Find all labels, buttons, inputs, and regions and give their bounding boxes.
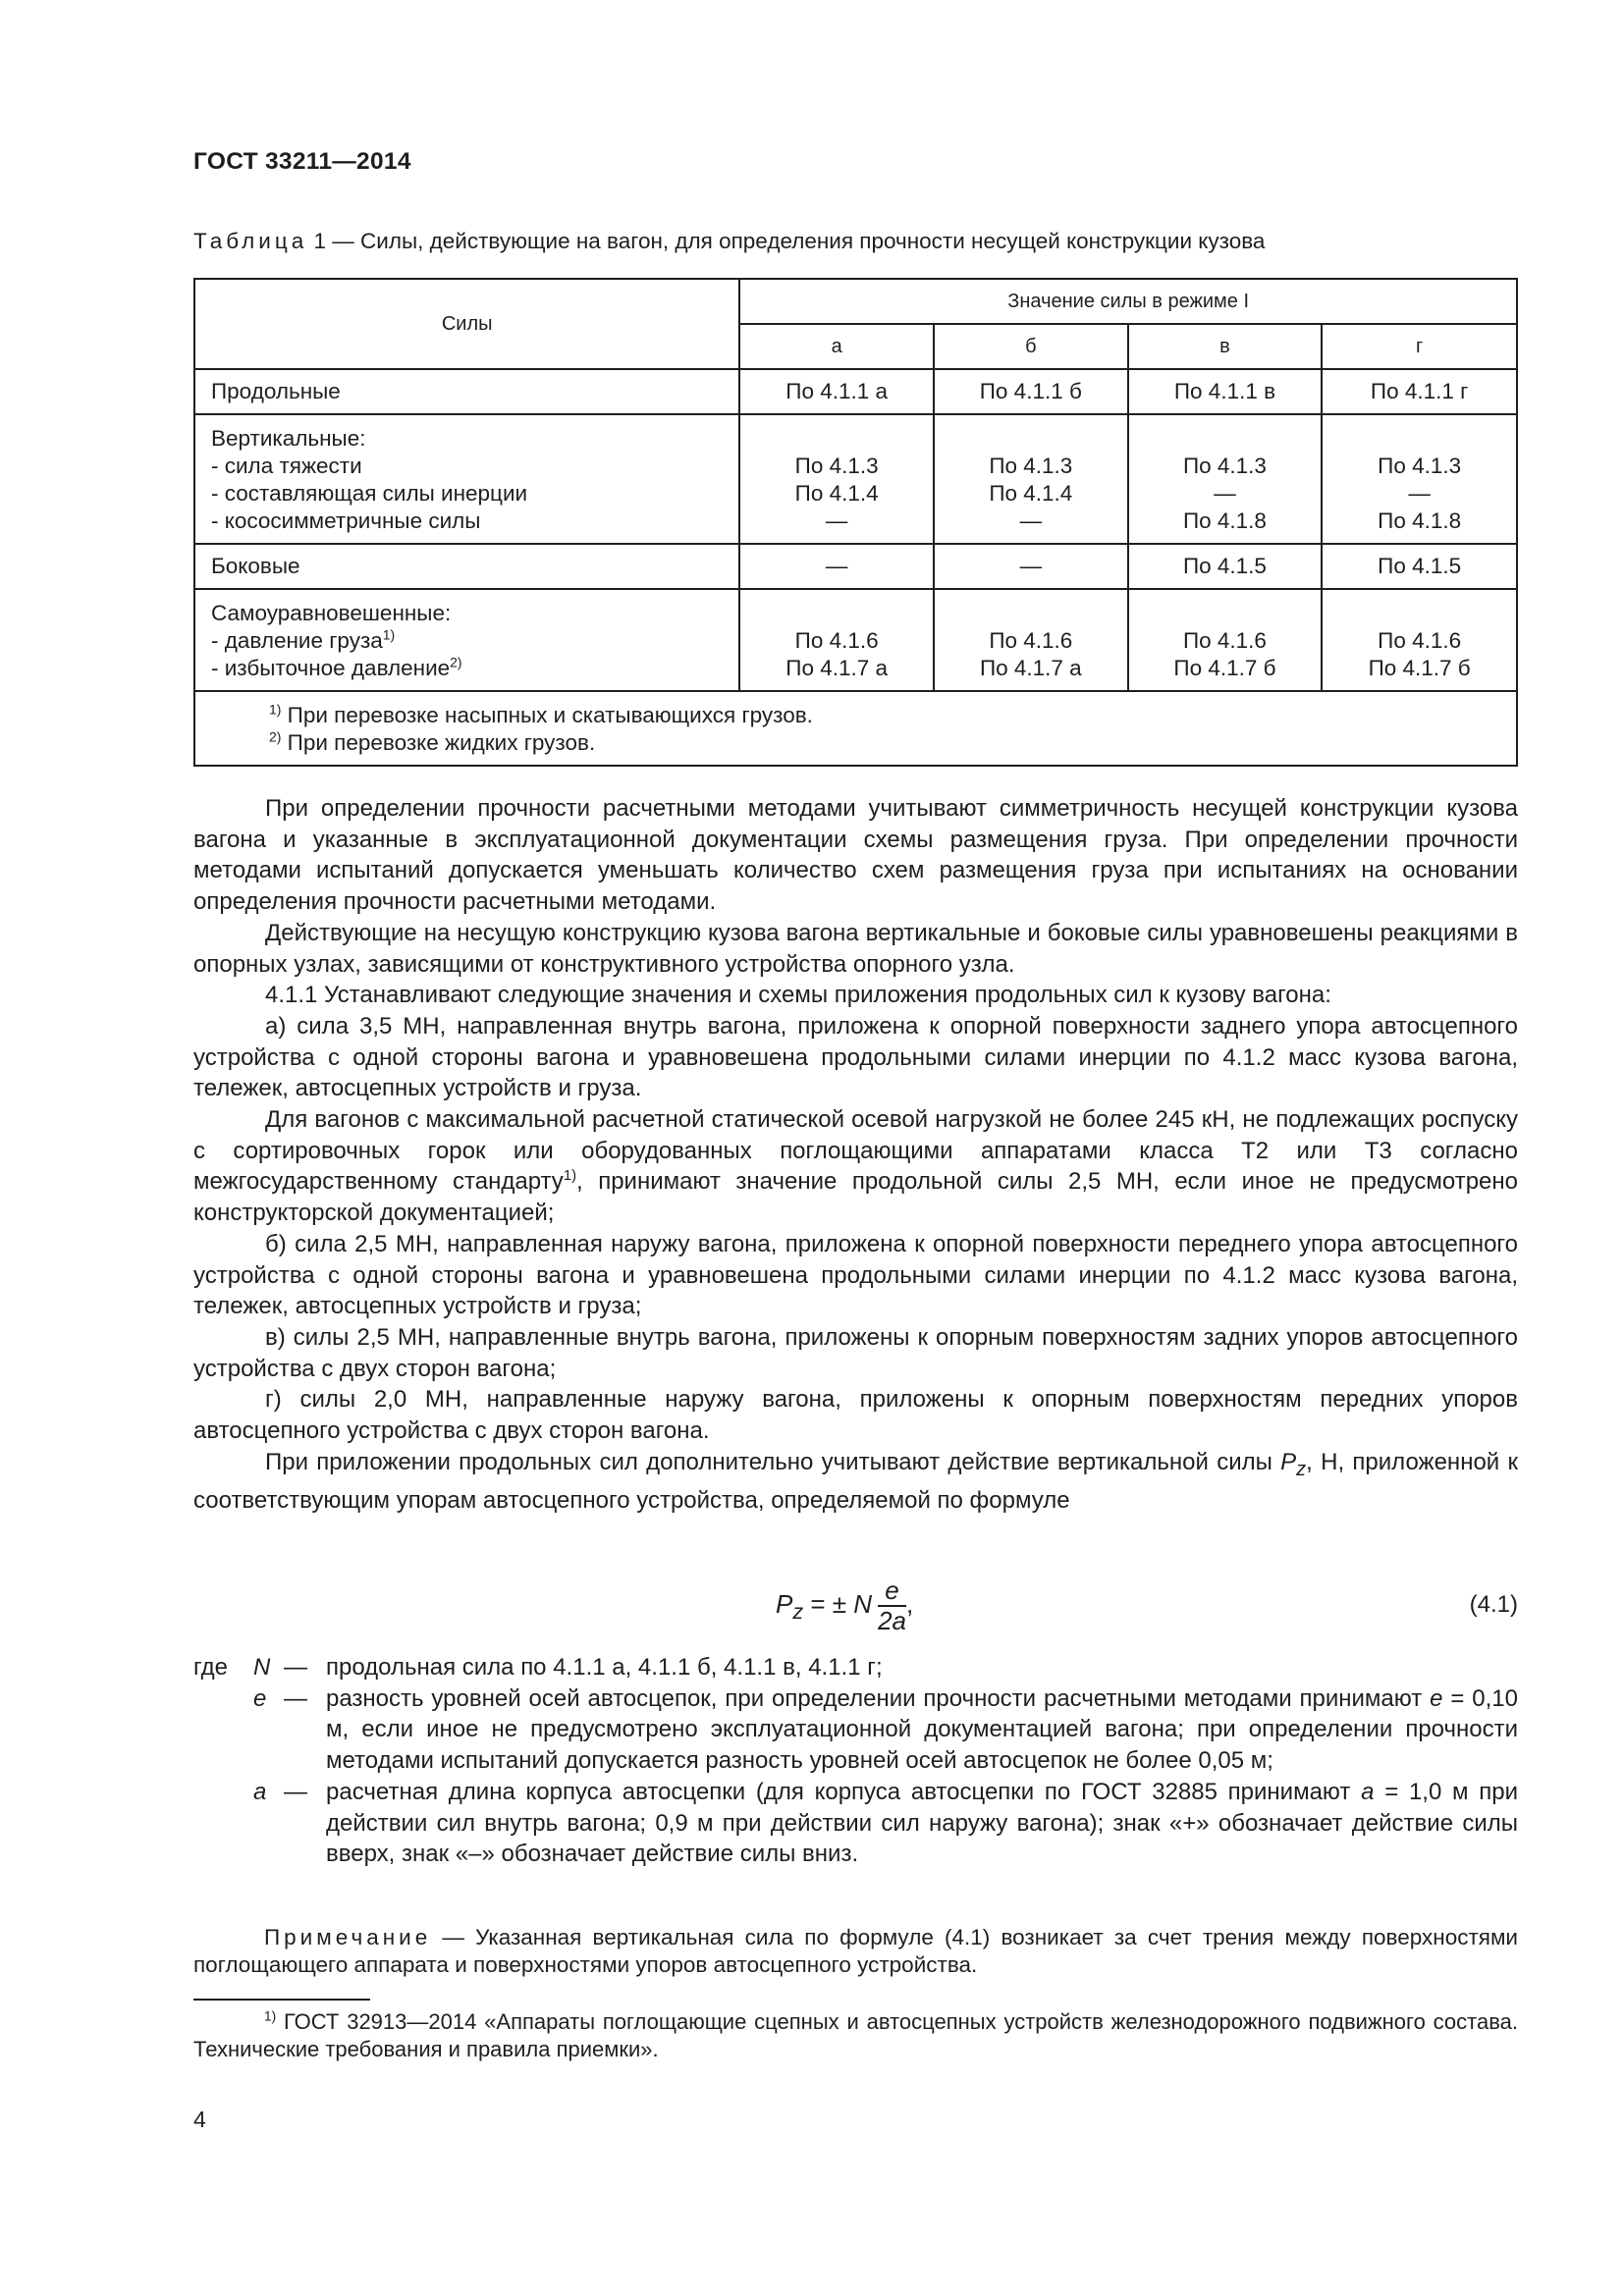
table-cell: По 4.1.5 xyxy=(1128,544,1323,589)
item-v: в) силы 2,5 МН, направленные внутрь вагона, приложены к опорным поверхностям задних упоров автосцепного устройства с двух сторон вагона; xyxy=(193,1323,1518,1382)
cell-line: По 4.1.6 xyxy=(989,628,1073,653)
clause-4-1-1: 4.1.1 Устанавливают следующие значения и схемы приложения продольных сил к кузову вагона: xyxy=(265,982,1331,1009)
cell-line: По 4.1.7 б xyxy=(1368,656,1471,680)
formula-4-1 xyxy=(776,1576,913,1635)
row-item: - составляющая силы инерции xyxy=(211,481,528,506)
dash: — xyxy=(284,1684,307,1712)
row-title: Самоуравновешенные: xyxy=(211,601,452,625)
dash: — xyxy=(284,1778,307,1805)
note-body xyxy=(193,1924,1518,1979)
cell-line: — xyxy=(1019,508,1043,533)
definition-text xyxy=(326,1777,1518,1870)
paragraph-text: Для вагонов с максимальной расчетной статической осевой нагрузкой не более 245 кН, не подлежащих роспуску с сортировочных горок или оборудованных поглощающими аппаратами класса Т2 или Т3 согласно межгосударственному стандарту xyxy=(193,1106,1518,1196)
paragraph: При определении прочности расчетными методами учитывают симметричность несущей конструкции кузова вагона и указанные в эксплуатационной документации схемы размещения груза. При определении прочности методами испытаний допускается уменьшать количество схем размещения груза при испытаниях на основании определения прочности расчетными методами. xyxy=(193,795,1518,916)
cell-line: По 4.1.3 xyxy=(1378,454,1462,478)
formula-numerator: e xyxy=(878,1576,906,1607)
cell-line: По 4.1.6 xyxy=(794,628,879,653)
footnote-mark: 2) xyxy=(450,654,462,670)
footnote-text: При перевозке насыпных и скатывающихся грузов. xyxy=(287,703,813,727)
formula-row xyxy=(193,1576,1518,1645)
table-caption-word: Таблица xyxy=(193,229,308,253)
symbol: e xyxy=(253,1684,267,1712)
paragraph-text: , принимают значение продольной силы 2,5 МН, если иное не предусмотрено конструкторской документацией; xyxy=(193,1168,1519,1227)
header-mode-v: в xyxy=(1128,324,1323,369)
formula-fraction xyxy=(878,1576,906,1635)
table-caption-number: 1 xyxy=(313,229,327,253)
definition-text: продольная сила по 4.1.1 а, 4.1.1 б, 4.1.1 в, 4.1.1 г; xyxy=(326,1654,883,1681)
row-item xyxy=(211,655,738,682)
table-cell xyxy=(739,589,934,691)
footnote-mark: 1) xyxy=(264,2008,277,2024)
item-a: а) сила 3,5 МН, направленная внутрь вагона, приложена к опорной поверхности заднего упора автосцепного устройства с одной стороны вагона и уравновешена продольными силами инерции по 4.1.2 масс кузова вагона, тележек, автосцепных устройств и груза. xyxy=(193,1012,1518,1102)
definition-lead xyxy=(193,1652,326,1683)
body-text xyxy=(193,793,1518,1517)
table-cell: По 4.1.5 xyxy=(1322,544,1517,589)
cell-line: По 4.1.3 xyxy=(794,454,879,478)
table-footnote xyxy=(269,729,1516,757)
formula-tail: , xyxy=(906,1588,914,1619)
page-footnote xyxy=(193,2008,1518,2063)
cell-line: По 4.1.6 xyxy=(1378,628,1462,653)
table-row xyxy=(194,589,1517,691)
footnote-ref: 1) xyxy=(563,1168,577,1185)
definition-text-part: разность уровней осей автосцепок, при определении прочности расчетными методами принимают xyxy=(326,1684,1431,1712)
table-cell: — xyxy=(739,544,934,589)
note-label: Примечание xyxy=(264,1925,432,1949)
table-cell: По 4.1.1 в xyxy=(1128,369,1323,414)
header-mode-group: Значение силы в режиме I xyxy=(739,279,1517,324)
row-label-self-balanced xyxy=(194,589,739,691)
table-footnotes xyxy=(194,691,1517,766)
table-cell: По 4.1.1 г xyxy=(1322,369,1517,414)
row-item xyxy=(211,627,738,655)
table-row xyxy=(194,544,1517,589)
formula-subscript: z xyxy=(792,1599,804,1625)
definition-a xyxy=(193,1777,1518,1870)
header-mode-a: а xyxy=(739,324,934,369)
row-item-text: - давление груза xyxy=(211,628,383,653)
dash: — xyxy=(284,1654,307,1681)
cell-line: По 4.1.8 xyxy=(1182,508,1267,533)
symbol: N xyxy=(253,1654,271,1681)
note xyxy=(193,1924,1518,1979)
footnote-text: При перевозке жидких грузов. xyxy=(287,730,596,755)
cell-line: По 4.1.7 б xyxy=(1173,656,1276,680)
table-cell xyxy=(934,589,1128,691)
cell-line: По 4.1.3 xyxy=(989,454,1073,478)
footnote-mark: 1) xyxy=(269,701,282,718)
definition-text xyxy=(326,1683,1518,1777)
table-cell xyxy=(739,414,934,544)
table-cell: По 4.1.1 а xyxy=(739,369,934,414)
variable: P xyxy=(1280,1448,1297,1475)
row-item: - сила тяжести xyxy=(211,454,362,478)
paragraph-text: При приложении продольных сил дополнительно учитывают действие вертикальной силы xyxy=(265,1448,1281,1475)
paragraph xyxy=(193,1104,1518,1229)
paragraph: Действующие на несущую конструкцию кузова вагона вертикальные и боковые силы уравновешены реакциями в опорных узлах, зависящими от конструктивного устройства опорного узла. xyxy=(193,919,1518,978)
cell-line: По 4.1.4 xyxy=(794,481,879,506)
definition-text-part: расчетная длина корпуса автосцепки (для корпуса автосцепки по ГОСТ 32885 принимают xyxy=(326,1778,1362,1805)
item-b: б) сила 2,5 МН, направленная наружу вагона, приложена к опорной поверхности переднего упора автосцепного устройства с одной стороны вагона и уравновешена продольными силами инерции по 4.1.2 масс кузова вагона, тележек, автосцепных устройств и груза; xyxy=(193,1230,1518,1320)
definition-text-part: = 1,0 м при действии сил внутрь вагона; 0,9 м при действии сил наружу вагона); знак «+» обозначает действие силы вверх, знак «–» обозначает действие силы вниз. xyxy=(326,1778,1518,1868)
table-cell xyxy=(1322,414,1517,544)
formula-operator: = ± xyxy=(803,1588,854,1619)
definition-n xyxy=(193,1652,1518,1683)
row-label-lateral: Боковые xyxy=(194,544,739,589)
cell-line: По 4.1.7 а xyxy=(785,656,889,680)
header-mode-b: б xyxy=(934,324,1128,369)
definitions xyxy=(193,1652,1518,1870)
cell-line: По 4.1.6 xyxy=(1182,628,1267,653)
paragraph xyxy=(193,1447,1518,1517)
footnote-mark: 1) xyxy=(382,626,396,643)
definition-lead xyxy=(193,1683,326,1715)
header-forces: Силы xyxy=(194,279,739,369)
row-title: Вертикальные: xyxy=(211,426,366,451)
symbol: a xyxy=(253,1778,267,1805)
definition-text-part: = 0,10 м, если иное не предусмотрено эксплуатационной документацией вагона; при определении прочности методами испытаний допускается разность уровней осей автосцепок не более 0,05 м; xyxy=(326,1684,1519,1775)
cell-line: По 4.1.8 xyxy=(1378,508,1462,533)
formula-denominator: 2a xyxy=(878,1606,906,1635)
document-header: ГОСТ 33211—2014 xyxy=(193,148,411,175)
definition-lead xyxy=(193,1777,326,1808)
definition-e xyxy=(193,1683,1518,1777)
cell-line: — xyxy=(825,508,848,533)
cell-line: По 4.1.4 xyxy=(989,481,1073,506)
paragraph-text: , Н, приложенной к соответствующим упорам автосцепного устройства, определяемой по формуле xyxy=(193,1448,1518,1515)
formula-lhs: P xyxy=(776,1588,793,1619)
page-number: 4 xyxy=(193,2107,206,2132)
footnote-divider xyxy=(193,1999,370,2001)
cell-line: — xyxy=(1408,481,1431,506)
header-mode-g: г xyxy=(1322,324,1517,369)
cell-line: По 4.1.3 xyxy=(1182,454,1267,478)
table-caption xyxy=(193,229,1265,254)
equation-number: (4.1) xyxy=(1469,1591,1518,1618)
item-g: г) силы 2,0 МН, направленные наружу вагона, приложены к опорным поверхностям передних упоров автосцепного устройства с двух сторон вагона. xyxy=(193,1386,1518,1445)
variable: a xyxy=(1361,1778,1375,1805)
row-item: - кососимметричные силы xyxy=(211,508,481,533)
table-footnotes-row xyxy=(194,691,1517,766)
row-label-vertical xyxy=(194,414,739,544)
note-text: — Указанная вертикальная сила по формуле (4.1) возникает за счет трения между поверхностями поглощающего аппарата и поверхностями упоров автосцепного устройства. xyxy=(193,1925,1518,1977)
cell-line: — xyxy=(1214,481,1236,506)
forces-table xyxy=(193,278,1518,767)
formula-var: N xyxy=(853,1588,873,1619)
table-cell xyxy=(1128,414,1323,544)
table-cell: По 4.1.1 б xyxy=(934,369,1128,414)
table-cell: — xyxy=(934,544,1128,589)
table-cell xyxy=(1322,589,1517,691)
table-cell xyxy=(1128,589,1323,691)
table-footnote xyxy=(269,702,1516,729)
footnote-text: ГОСТ 32913—2014 «Аппараты поглощающие сцепных и автосцепных устройств железнодорожного подвижного состава. Технические требования и правила приемки». xyxy=(193,2009,1518,2061)
table-cell xyxy=(934,414,1128,544)
variable: e xyxy=(1430,1684,1443,1712)
table-caption-text: — Силы, действующие на вагон, для определения прочности несущей конструкции кузова xyxy=(332,229,1266,253)
row-item-text: - избыточное давление xyxy=(211,656,451,680)
variable-subscript: z xyxy=(1296,1458,1307,1480)
row-label-longitudinal: Продольные xyxy=(194,369,739,414)
table-row xyxy=(194,369,1517,414)
footnote-mark: 2) xyxy=(269,728,282,745)
cell-line: По 4.1.7 а xyxy=(979,656,1082,680)
where-label: где xyxy=(193,1654,229,1681)
table-row xyxy=(194,414,1517,544)
